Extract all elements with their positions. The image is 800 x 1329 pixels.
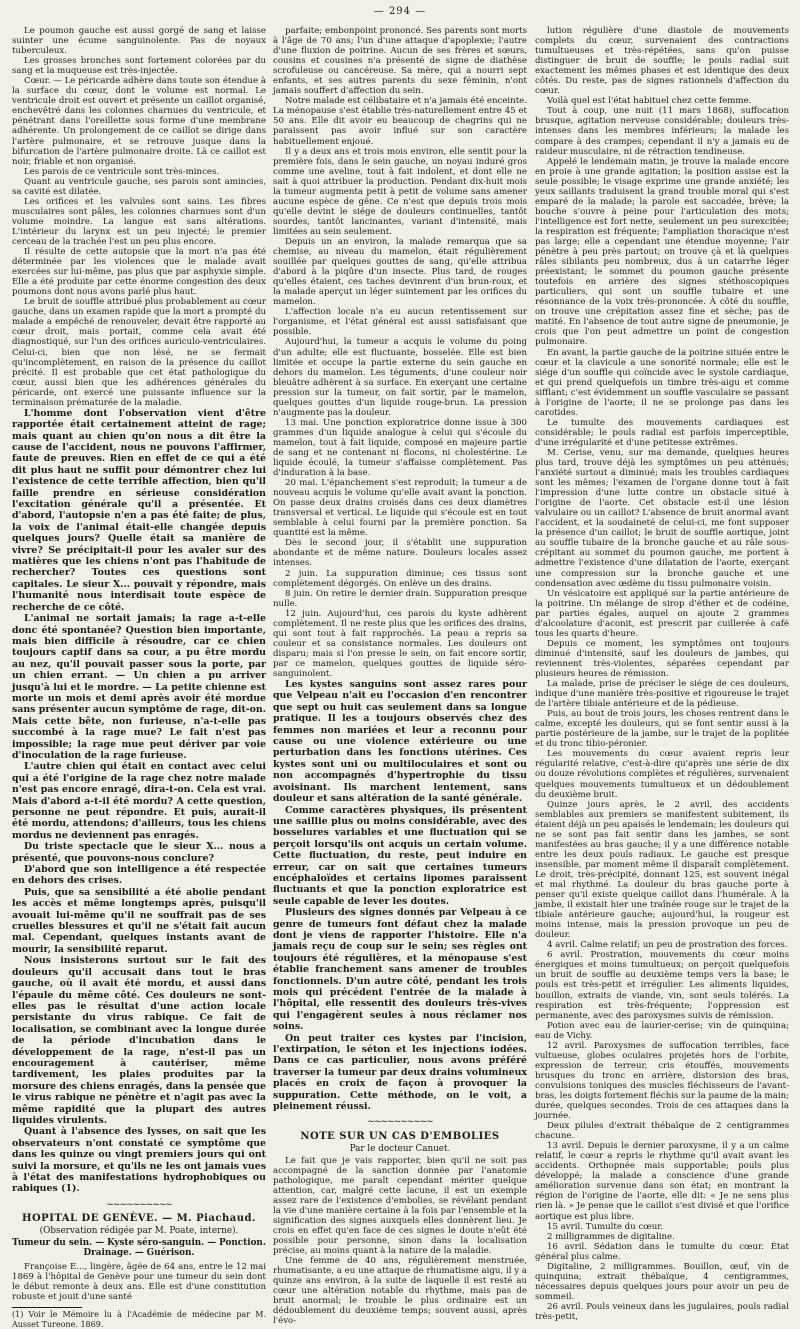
paragraph: 12 juin. Aujourd'hui, ces parois du kyste adhèrent complètement. Il ne reste plus que les orifices des drains, qui sont tout à fait rapprochés. La peau a repris sa couleur et sa consistance normales. Les douleurs ont disparu; mais si l'on presse le sein, on fait encore sortir, par ce mamelon, quelques gouttes de liquide séro-sanguinolent. [273,608,527,679]
paragraph-bold: Quant à l'absence des lysses, on sait que les observateurs n'ont constaté ce symptôme que dans les quinze ou vingt premiers jours qui ont suivi la morsure, et qu'ils ne les ont jamais vues à l'état des manifestations hydrophobiques ou rabiques (1). [12,1126,266,1195]
paragraph: 20 mai. L'épanchement s'est reproduit; la tumeur a de nouveau acquis le volume qu'elle avait avant la ponction. On passe deux drains croisés dans ces deux diamètres transversal et vertical. Le liquide qui s'écoule est en tout semblable à celui fourni par la première ponction. Sa quantité est la même. [273,478,527,539]
paragraph: 15 avril. Tumulte du cœur. [547,1221,664,1232]
paragraph: Depuis ce moment, les symptômes ont toujours diminué d'intensité, sauf les douleurs de jambes, qui reviennent très-violentes, séparées cependant par plusieurs heures de rémission. [535,638,789,679]
paragraph-bold: D'abord que son intelligence a été respectée en dehors des crises. [12,864,266,887]
column-middle [273,26,527,1327]
embolies-body [273,1156,527,1327]
paragraph: Voilà quel est l'état habituel chez cette femme. [547,96,752,107]
paragraph-bold: Puis, que sa sensibilité a été abolie pendant les accès et même longtemps après, puisqu'il avouait lui-même qu'il ne souffrait pas de ses cruelles blessures et qu'il ne s'était fait aucun mal. Cependant, quelques instants avant de mourir, la sensibilité reparut. [12,886,266,955]
paragraph-bold: Nous insisterons surtout sur le fait des douleurs qu'il accusait dans tout le bras gauche, où il avait été mordu, et aussi dans l'épaule du même côté. Ces douleurs ne sont-elles pas le résultat d'une action locale persistante du virus rabique. Ce fait de localisation, se combinant avec la longue durée de la période d'incubation dans le développement de la rage, n'est-il pas un encouragement à cautériser, même tardivement, les plaies produites par la morsure des chiens enragés, dans la pensée que le virus rabique ne pénètre et n'agit pas avec la même rapidité que la plupart des autres liquides virulents. [12,955,266,1126]
paragraph: 16 avril. Sédation dans le tumulte du cœur. État général plus calme. [535,1241,789,1262]
paragraph: 6 avril. Prostration, mouvements du cœur moins énergiques et moins tumultueux; on perçoit quelquefois un bruit de souffle au deuxième temps vers la base; le pouls est très-petit et irrégulier. Les aliments liquides, bouillon, extraits de viande, vin, sont seuls tolérés. La respiration est très-fréquente; l'oppression est permanente, avec des paroxysmes suivis de rémission. [535,950,789,1021]
paragraph: parfaite; embonpoint prononcé. Ses parents sont morts à l'âge de 70 ans; l'un d'une attaque d'apoplexie; l'autre d'une fluxion de poitrine. Aucun de ses frères et sœurs, cousins et cousines n'a présenté de signe de diathèse scrofuleuse ou cancéreuse. Sa mère, qui a nourri sept enfants, et ses autres parents du sexe féminin, n'ont jamais souffert d'affection du sein. [273,26,527,97]
paragraph: lution régulière d'une diastole de mouvements complets du cœur, survenaient des contractions tumultueuses et très-répétées, sans qu'on puisse distinguer de bruit de souffle; le pouls radial suit exactement les mêmes phases et est identique des deux côtés. Du reste, pas de signes rationnels d'affection du cœur. [535,26,789,97]
paragraph: 2 juin. La suppuration diminue; ces tissus sont complètement dégorgés. On enlève un des drains. [273,568,527,589]
paragraph: En avant, la partie gauche de la poitrine située entre le cœur et la clavicule a une sonorité normale; elle est le siége d'un souffle qui coïncide avec le systole cardiaque, et qui prend quelquefois un timbre très-aigu et comme sifflant; c'est évidemment un souffle vasculaire se passant à l'origine de l'aorte; il ne se prolonge pas dans les carotides. [535,347,789,418]
case-heading: Tumeur du sein. — Kyste séro-sanguin. — Ponction. Drainage. — Guérison. [12,1237,266,1258]
paragraph: Cœur. — Le péricarde adhère dans toute son étendue à la surface du cœur, dont le volume est normal. Le ventricule droit est ouvert et présente un caillot organisé, enchevêtré dans les colonnes charnues du ventricule, et pénétrant dans l'oreillette sous forme d'une membrane adhérente. Un prolongement de ce caillot se dirige dans l'artère pulmonaire, et se retrouve jusque dans la bifurcation de l'artère pulmonaire droite. Là ce caillot est noir, friable et non organisé. [12,76,266,167]
paragraph: Digitaline, 2 milligrammes. Bouillon, œuf, vin de quinquina; extrait thébaïque, 4 centigrammes, nécessaires depuis quelques jours pour avoir un peu de sommeil. [535,1261,789,1302]
paragraph: Les parois de ce ventricule sont très-minces. [24,166,220,177]
paragraph-bold: Comme caractères physiques, ils présentent une saillie plus ou moins considérable, avec des bosselures variables et une fluctuation qui se perçoit lorsqu'ils ont acquis un certain volume. Cette fluctuation, du reste, peut induire en erreur, car on sait que certaines tumeurs encéphaloïdes et certains lipomes paraissent fluctuants et que la ponction exploratrice est seule capable de lever les doutes. [273,804,527,907]
page-number: — 294 — [373,6,427,17]
column-left [12,26,266,1329]
column-right-body [535,26,789,1322]
case-body [12,1262,266,1302]
paragraph: 4 avril. Calme relatif; un peu de prostration des forces. [547,940,788,951]
paragraph: Puis, au bout de trois jours, les choses rentrent dans le calme, excepté les douleurs, qui se font sentir aussi à la partie postérieure de la jambe, sur le trajet de la poplitée et du tronc tibio-péronier. [535,709,789,750]
paragraph: Quant au ventricule gauche, ses parois sont amincies, sa cavité est dilatée. [12,176,266,197]
paragraph: Le fait que je vais rapporter, bien qu'il ne soit pas accompagné de la sanction donnée par l'anatomie pathologique, me paraît cependant mériter quelque attention, car, malgré cette lacune, il est un exemple assez rare de l'existence d'embolies, se révélant pendant la vie d'une manière certaine à la fois par l'ensemble et la signification des signes auxquels elles donnèrent lieu. Je crois en effet qu'en face de ces signes le doute n'eût été possible pour personne, sinon dans la localisation précise, au moins quant à la nature de la maladie. [273,1155,527,1257]
paragraph-bold: L'homme dont l'observation vient d'être rapportée était certainement atteint de rage; mais quant au chien qu'on nous a dit être la cause de l'accident, nous ne pouvons l'affirmer, faute de preuves. Rien en effet de ce qui a été dit plus haut ne suffit pour démontrer chez lui l'existence de cette terrible affection, bien qu'il faille prendre en sérieuse considération l'excitation générale qu'il a présentée. Et d'abord, l'autopsie n'en a pas été faite; de plus, la voix de l'animal était-elle changée depuis quelques jours? Quelle était sa manière de vivre? Se précipitait-il pour les avaler sur des matières que les chiens n'ont pas l'habitude de rechercher? Toutes ces questions sont capitales. Le sieur X... pouvait y répondre, mais l'humanité nous interdisait toute espèce de recherche de ce côté. [12,407,266,613]
paragraph: Aujourd'hui, la tumeur a acquis le volume du poing d'un adulte; elle est fluctuante, bosselée. Elle est bien limitée et occupe la partie externe du sein gauche en dehors du mamelon. Les téguments, d'une couleur noir bleuâtre adhèrent à sa surface. En exerçant une certaine pression sur la tumeur, on fait sortir, par le mamelon, quelques gouttes d'un liquide rouge-brun. La pression n'augmente pas la douleur. [273,337,527,418]
section-divider: ~~~~~~~~~~ [367,1117,433,1128]
column-left-body [12,26,266,1195]
paragraph: Les orifices et les valvules sont sains. Les fibres musculaires sont pâles, les colonnes charnues sont d'un volume moindre. La langue est sans altérations. L'intérieur du larynx est un peu injecté; le premier cerceau de la trachée l'est un peu plus encore. [12,196,266,247]
paragraph: Le tumulte des mouvements cardiaques est considérable; le pouls radial est parfois imperceptible, d'une irrégularité et d'une petitesse extrêmes. [535,417,789,448]
paragraph: Appelé le lendemain matin, je trouve la malade encore en proie à une grande agitation; la position assise est la seule possible; le visage exprime une grande anxiété; les yeux saillants traduisent la grand trouble moral qui s'est emparé de la malade; la parole est saccadée, brève; la bouche s'ouvre à peine pour l'articulation des mots; l'intelligence est fort nette, seulement un peu surexcitée; la respiration est fréquente; l'ampliation thoracique n'est pas large; elle a cependant une étendue moyenne; l'air pénètre à peu près partout; on trouve çà et là quelques râles sibilants peu nombreux, dus à un catarrhe léger préexistant; le sommet du poumon gauche présente toutefois en arrière des signes stéthoscopiques particuliers, qui sont un souffle tubaire et une résonnance de la voix très-prononcée. À côté du souffle, on trouve une crépitation assez fine et sèche; pas de matité. En l'absence de tout autre signe de pneumonie, je crois que l'on peut admettre un point de congestion pulmonaire. [535,156,789,348]
column-right [535,26,790,1322]
paragraph: Deux pilules d'extrait thébaïque de 2 centigrammes chacune. [535,1121,789,1142]
paragraph: Tout à coup, une nuit (11 mars 1868), suffocation brusque, agitation nerveuse considérable; douleurs très-intenses dans les membres inférieurs; la malade les compare à des crampes; cependant il n'y a jamais eu de raideur musculaire, ni de rétraction tendineuse. [535,106,789,157]
paragraph: 8 juin. On retire le dernier drain. Suppuration presque nulle. [273,588,527,609]
paragraph: L'affection locale n'a eu aucun retentissement sur l'organisme, et l'état général est aussi satisfaisant que possible. [273,307,527,338]
paragraph: Le bruit de souffle attribué plus probablement au cœur gauche, dans un examen rapide que la mort a prompté du malade a empêché de renouveler, devait être rapporté au cœur droit, mais portait, comme cela avait été diagnostiqué, sur l'un des orifices auriculo-ventriculaires. Celui-ci, bien que non lésé, ne se fermait qu'incomplètement, en raison de la présence du caillot précité. Il est probable que cet état pathologique du cœur, aussi bien que les adhérences générales du péricarde, ont exercé une puissante influence sur la terminaison prématurée de la maladie. [12,297,266,408]
paragraph: Potion avec eau de laurier-cerise; vin de quinquina; eau de Vichy. [535,1020,789,1041]
section-author: Par le docteur Canuet. [349,1143,451,1154]
paragraph: Quinze jours après, le 2 avril, des accidents semblables aux premiers se manifestent subitement, ils étaient déjà un peu apaisés le lendemain; les douleurs qui ne se sont pas fait sentir dans les jambes, se sont manifestées au bras gauche; il y a une différence notable entre les deux pouls radiaux. Le gauche est presque insensible, par moment même il disparaît complètement. Le droit, très-précipité, donnant 125, est souvent inégal et mal rhythmé. La douleur du bras gauche porte à penser qu'il existe quelque caillot dans l'humérale. À la jambe, il existait hier une traînée rouge sur le trajet de la tibiale antérieure gauche; aujourd'hui, la rougeur est moins intense, mais la pression provoque un peu de douleur. [535,799,789,941]
paragraph: Il y a deux ans et trois mois environ, elle sentit pour la première fois, dans le sein gauche, un noyau induré gros comme une aveline, tout à fait indolent, et dont elle ne sait à quoi attribuer la production. Pendant dix-huit mois la tumeur augmenta petit à petit de volume sans amener aucune espèce de gêne. Ce n'est que depuis trois mois qu'elle devint le siége de douleurs continuelles, tantôt sourdes, tantôt lancinantes, variant d'intensité, mais limitées au sein seulement. [273,146,527,237]
paragraph-bold: L'animal ne sortait jamais; la rage a-t-elle donc été spontanée? Question bien importante, mais bien difficile à résoudre, car ce chien toujours captif dans sa cour, a pu être mordu au nez, qu'il pouvait passer sous la porte, par un chien errant. — Un chien a pu arriver jusqu'à lui et le mordre. — La petite chienne est morte un mois et demi après avoir été mordue sans présenter aucun symptôme de rage, dit-on. Mais cette bête, non furieuse, n'a-t-elle pas succombé à la rage mue? Le fait n'est pas impossible; la rage mue peut dériver par voie d'inoculation de la rage furieuse. [12,613,266,761]
paragraph: M. Cerise, venu, sur ma demande, quelques heures plus tard, trouve déjà les symptômes un peu atténués; l'anxiété surtout a diminué; mais les troubles cardiaques sont les mêmes; l'examen de l'organe donne tout à fait l'impression d'une lutte contre un obstacle situé à l'origine de l'aorte. Cet obstacle est-il une lésion valvulaire ou un caillot? L'absence de bruit anormal avant l'accident, et la soudaineté de celui-ci, me font supposer la présence d'un caillot; le bruit de souffle aortique, joint au souffle tubaire de la bronche gauche et au râle sous-crépitant au sommet du poumon gauche, me portent à admettre l'existence d'une dilatation de l'aorte, exerçant une compression sur la bronche gauche et une condensation avec œdème du tissu pulmonaire voisin. [535,447,789,589]
paragraph: Françoise E..., lingère, âgée de 64 ans, entre le 12 mai 1869 à l'hôpital de Genève pour une tumeur du sein dont le début remonte à deux ans. Elle est d'une constitution robuste et jouit d'une santé [12,1262,266,1303]
paragraph: Depuis un an environ, la malade remarqua que sa chemise, au niveau du mamelon, était régulièrement souillée par quelques gouttes de sang, qu'elle attribua d'abord à la piqûre d'un insecte. Plus tard, de rouges qu'elles étaient, ces taches devinrent d'un brun-roux, et la malade aperçut un léger suintement par les orifices du mamelon. [273,236,527,308]
paragraph: Une femme de 40 ans, régulièrement menstruée, rhumatisante, a eu une attaque de rhumatisme aigu, il y a quinze ans environ, à la suite de laquelle il est resté au cœur une altération notable du rhythme, mais pas de bruit anormal; le trouble le plus ordinaire est un dédoublement du deuxième temps; souvent aussi, après l'évo- [273,1256,527,1327]
column-middle-body [273,26,527,1112]
paragraph-bold: Plusieurs des signes donnés par Velpeau à ce genre de tumeurs font défaut chez la malade dont je viens de rapporter l'histoire. Elle n'a jamais reçu de coup sur le sein; ses règles ont toujours été régulières, et la ménopause s'est établie franchement sans amener de troubles fonctionnels. D'un autre côté, pendant les trois mois qui précédent l'entrée de la malade à l'hôpital, elle ressentit des douleurs très-vives qui l'engagèrent seules à nous réclamer nos soins. [273,907,527,1033]
paragraph: Il résulte de cette autopsie que la mort n'a pas été déterminée par les violences que le malade avait exercées sur lui-même, pas plus que par asphyxie simple. Elle a été produite par cette énorme congestion des deux poumons dont nous avons parlé plus haut. [12,247,266,298]
paragraph: 12 avril. Paroxysmes de suffocation terribles, face vultueuse, globes oculaires projetés hors de l'orbite, expression de terreur, cris étouffés, mouvements brusques du tronc en arrière, distorsion des bras, convulsions toniques des muscles fléchisseurs de l'avant-bras, les doigts fortement fléchis sur la paume de la main; durée, quelques secondes. Trois de ces attaques dans la journée. [535,1040,790,1122]
paragraph: 13 mai. Une ponction exploratrice donne issue à 300 grammes d'un liquide analogue à celui qui s'écoule du mamelon, tout à fait liquide, composé en majeure partie de sang et ne contenant ni flocons, ni cholestérine. Le liquide écoulé, la tumeur s'affaisse complètement. Pas d'induration à la base. [273,417,527,479]
paragraph: Les grosses bronches sont fortement colorées par du sang et la muqueuse est très-injectée. [12,56,266,77]
section-title-hopital-geneve: HOPITAL DE GENÈVE. — M. Piachaud. [22,1212,256,1224]
footnote: (1) Voir le Mémoire lu à l'Académie de médecine par M. Ausset Tureone. 1869. [12,1310,266,1329]
section-subtitle: (Observation rédigée par M. Poate, interne). [39,1225,239,1236]
paragraph: Un vésicatoire est appliqué sur la partie antérieure de la poitrine. Un mélange de sirop d'éther et de codéine, par parties égales, auquel on ajoute 2 grammes d'alcoolature d'aconit, est prescrit par cuillerée à café tous les quarts d'heure. [535,588,789,639]
paragraph: Le poumon gauche est aussi gorgé de sang et laisse suinter une écume sanguinolente. Pas de noyaux tuberculeux. [12,26,266,57]
paragraph: Dès le second jour, il s'établit une suppuration abondante et de même nature. Douleurs locales assez intenses. [273,538,527,569]
paragraph: Les mouvements du cœur avaient repris leur régularité relative, c'est-à-dire qu'après une série de dix ou douze révolutions complètes et régulières, survenaient quelques mouvements tumultueux et un dédoublement du deuxième bruit. [535,749,789,800]
section-divider: ~~~~~~~~~~ [106,1199,172,1210]
paragraph: 13 avril. Depuis le dernier paroxysme, il y a un calme relatif, le cœur a repris le rhythme qu'il avait avant les accidents. Orthopnée mais supportable; pouls plus développé; la malade a conscience d'une grande amélioration survenue dans son état; en montrant la région de l'origine de l'aorte, elle dit: « Je ne sens plus rien là. » Je pense que le caillot s'est divisé et que l'orifice aortique est plus libre. [535,1141,789,1222]
footnote-rule [12,1307,82,1308]
paragraph-bold: On peut traiter ces kystes par l'incision, l'extirpation, le séton et les injections iodées. Dans ce cas particulier, nous avons préféré traverser la tumeur par deux drains volumineux placés en croix de façon à provoquer la suppuration. Cette méthode, on le voit, a pleinement réussi. [273,1032,527,1113]
paragraph-bold: Du triste spectacle que le sieur X... nous a présenté, que pouvons-nous conclure? [12,841,266,864]
paragraph-bold: L'autre chien qui était en contact avec celui qui a été l'origine de la rage chez notre malade n'est pas encore enragé, dira-t-on. Cela est vrai. Mais d'abord a-t-il été mordu? A cette question, personne ne peut répondre. Et puis, aurait-il été mordu, attendons; d'ailleurs, tous les chiens mordus ne deviennent pas enragés. [12,761,266,841]
paragraph: La malade, prise de préciser le siége de ces douleurs, indique d'une manière très-positive et rigoureuse le trajet de l'artère tibiale antérieure et de la pédieuse. [535,679,789,710]
section-title-embolies: NOTE SUR UN CAS D'EMBOLIES [300,1130,500,1142]
paragraph: 2 milligrammes de digitaline. [547,1231,675,1242]
paragraph-bold: Les kystes sanguins sont assez rares pour que Velpeau n'ait eu l'occasion d'en rencontrer que sept ou huit cas seulement dans sa longue pratique. Il les a toujours observés chez des femmes non mariées et leur a reconnu pour cause ou une violence extérieure ou une perturbation dans les fonctions utérines. Ces kystes sont uni ou multiloculaires et sont ou non accompagnés d'hypertrophie du tissu avoisinant. Ils marchent lentement, sans douleur et sans altération de la santé générale. [273,679,527,805]
paragraph: Notre malade est célibataire et n'a jamais été enceinte. La ménopause s'est établie très-naturellement entre 45 et 50 ans. Elle dit avoir eu beaucoup de chagrins qui ne paraissent pas avoir influé sur son caractère habituellement enjoué. [273,96,527,147]
paragraph: 26 avril. Pouls veineux dans les jugulaires, pouls radial très-petit, [535,1301,789,1322]
